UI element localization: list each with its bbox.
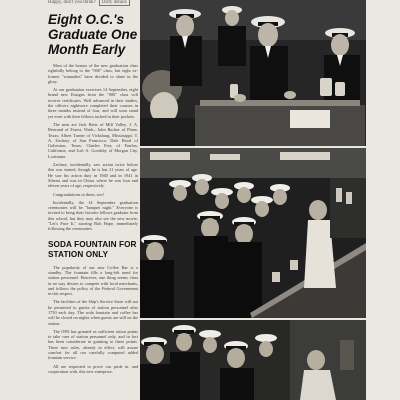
page-margin xyxy=(366,0,400,400)
article-paragraph: All are requested to prove our pride in, and cooperation with, this new enterprise. xyxy=(48,363,138,374)
top-caption-text: Happy, don't you think? xyxy=(48,0,96,5)
top-caption-box: Dirty details xyxy=(99,0,130,6)
text-column xyxy=(48,0,138,400)
article-headline: Eight O.C.'s Graduate One Month Early xyxy=(48,12,138,57)
top-caption xyxy=(48,0,138,6)
officers-group-photo xyxy=(140,320,366,400)
article-paragraph: Most of the honors of the new graduation class rightfully belong to the "000" class, but eight ex-former "wannabes" have decided to share in the glory. xyxy=(48,63,138,84)
article-subhead: SODA FOUNTAIN FOR STATION ONLY xyxy=(48,239,137,259)
article-paragraph: The OPA has granted us sufficient ration points to take care of station personnel only, and in fact has been considerate in granting to these points. There now rules, already in effect, will assure comfort for all our carefully computed added fountain service. xyxy=(48,328,138,361)
article-paragraph: Congratulations to them, sirs! xyxy=(53,191,105,197)
officers-seated-photo xyxy=(140,0,366,146)
article-paragraph: The facilities of the Ship's Service Store will not be permitted to guests of station personnel after 1730 each day. The soda fountain and coffee bar will be closed on nights when guests are still on the station. xyxy=(48,299,138,326)
officers-at-fountain-photo xyxy=(140,148,366,318)
article-paragraph: Incidentally, the 14 September graduation ceremonies will be "banquet night." Everyone is invited to bring their favorite fellows graduate from this school, but they may also see the new movie, "Let's Face It," starring Bob Hope, immediately following the ceremonies. xyxy=(48,199,138,232)
article-paragraph: At our graduation exercises 14 September, eight brand new Ensigns from the "000" class will receive certificates. Well advanced in their studies, the officers nightwere completed their courses in three months instead of four, and will soon stand yet even with their fellows tucked in their pockets. xyxy=(48,87,138,119)
article-paragraph: The men are Jack Betts of Mill Valley, J. A. Bertrand of Forest, Wash.; John Rucker of Plano, Texas; Albert Turner of Vicksburg, Mississippi; T. A. Zachary of San Francisco; Dale Hood of Galveston, Texas; Charles Frey of Fairfax, California; and Joel A. Goodsby of Morgan City, Louisiana. xyxy=(48,121,138,159)
article-paragraph: Zachary, incidentally, saw action twice before this war started, though he is but 21 years of age. He saw his action duty in 1940 and in 1941 in Siberia and was in China, where he was four and eleven years of age, respectively. xyxy=(48,162,138,189)
article-paragraph: The popularity of our new Coffee Bar is a standby. The fountain fills a long-felt need for station personnel. However, one thing seems clear in no way desires to compete with local merchants, and follows the policy of the Federal Government in this respect. xyxy=(48,264,138,297)
